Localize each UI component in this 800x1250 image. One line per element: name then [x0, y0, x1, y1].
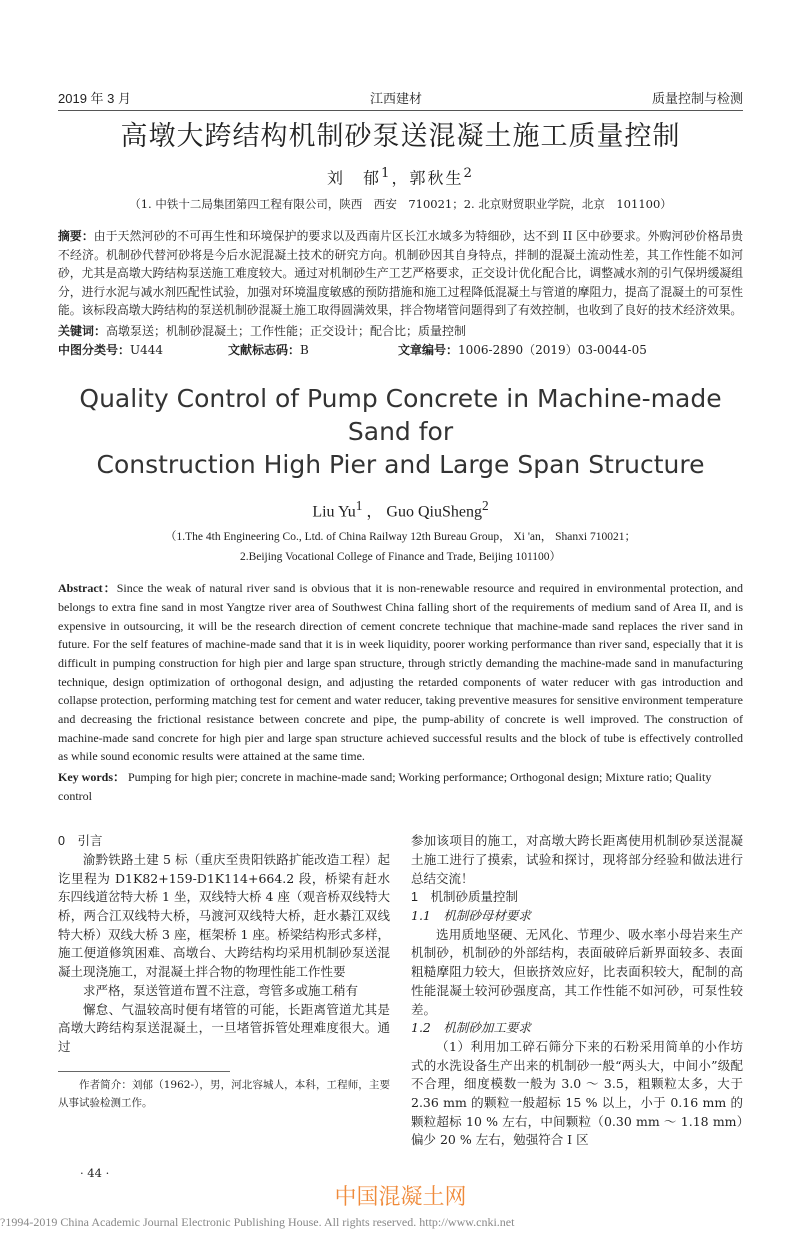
- watermark-logo: 中国混凝土网: [334, 1184, 467, 1210]
- paragraph: 渝黔铁路土建 5 标（重庆至贵阳铁路扩能改造工程）起讫里程为 D1K82+159-D1K114+664.2 段，桥梁有赶水东四线道岔特大桥 1 坐，双线特大桥 4 座（观音桥双线特大桥，两合江双线特大桥，马渡河双线特大桥，赶水綦江双线特大桥）双线大桥 3 座，框架桥 1 座。桥梁结构形式多样，施工便道修筑困难、高墩台、大跨结构均采用机制砂泵送混凝土现浇施工，对混凝土拌合物的物理性能工作性要: [58, 851, 390, 980]
- paragraph: 求严格，泵送管道布置不注意，弯管多或施工稍有: [83, 982, 359, 998]
- header-journal: 江西建材: [370, 91, 423, 106]
- abstract-label: 摘要：: [58, 229, 94, 244]
- author-1: 刘 郁: [326, 168, 381, 188]
- affiliation-english: [58, 527, 743, 567]
- clc-label: 中图分类号：: [58, 342, 131, 357]
- author-sep: ，: [391, 168, 410, 188]
- author-2: 郭秋生: [409, 168, 464, 188]
- author-en-2: Guo QiuSheng: [386, 503, 482, 521]
- affil-en-line2: 2.Beijing Vocational College of Finance and Trade, Beijing 101100）: [239, 551, 562, 564]
- article-body: [58, 832, 743, 1150]
- page-number: · 44 ·: [80, 1166, 110, 1181]
- author-footnote: 作者简介：刘郁（1962-），男，河北容城人，本科，工程师，主要从事试验检测工作。: [58, 1078, 390, 1109]
- copyright-line: ?1994-2019 China Academic Journal Electronic Publishing House. All rights reserved. http://www.cnki.net: [0, 1215, 515, 1230]
- body-right-column: [411, 832, 743, 1150]
- author-2-sup: 2: [463, 166, 474, 181]
- abstract-en-label: Abstract：: [58, 581, 117, 596]
- author-en-1-sup: 1: [355, 497, 363, 513]
- abstract-english: [58, 579, 743, 766]
- paragraph: 懈怠、气温较高时便有堵管的可能，长距离管道尤其是高墩大跨结构泵送混凝土，一旦堵管拆管处理难度很大。通过: [58, 1001, 390, 1054]
- clc-value: U444: [130, 342, 164, 357]
- author-en-sep: ，: [362, 503, 383, 521]
- title-chinese: 高墩大跨结构机制砂泵送混凝土施工质量控制: [120, 121, 681, 151]
- article-no-value: 1006-2890（2019）03-0044-05: [458, 342, 647, 357]
- abstract-en-text: Since the weak of natural river sand is obvious that it is non-renewable resource and required in environmental protection, and belongs to extra fine sand in most Yangtze river area of Southwest China falling short of the requirements of medium sand of Area II, and is expensive in outsourcing, it will be the research direction of cement concrete technique that machine-made sand replaces the river sand in future. For the self features of machine-made sand that it is in week liquidity, poorer working performance than river sand, especially that it is difficult in pumping construction for high pier and large span structure, through strictly demanding the machine-made sand in manufacturing technique, design optimization of orthogonal design, and adjusting the retarded components of water reducer with gas introduction and collapse protection, performing matching test for cement and water reducer, taking preventive measures for sensitive environment temperature and decreasing the frictional resistance between concrete and pipe, the pump-ability of concrete is well improved. The construction of machine-made sand concrete for high pier and large span structure achieved successful results and the block of tube is effectively controlled as while sound economic results were attained at the same time.: [58, 581, 744, 764]
- doc-code-value: B: [300, 342, 309, 357]
- section-heading-0: 0 引言: [58, 834, 103, 849]
- affiliation-chinese: （1. 中铁十二局集团第四工程有限公司，陕西 西安 710021；2. 北京财贸职业学院，北京 101100）: [129, 197, 672, 212]
- author-en-2-sup: 2: [481, 497, 489, 513]
- body-left-column: [58, 832, 390, 1150]
- author-en-1: Liu Yu: [312, 503, 356, 521]
- article-no-label: 文章编号：: [398, 342, 459, 357]
- doc-code-label: 文献标志码：: [228, 342, 301, 357]
- running-header: [58, 90, 743, 111]
- paragraph: 选用质地坚硬、无风化、节理少、吸水率小母岩来生产机制砂，机制砂的外部结构，表面破碎后新界面较多、表面粗糙摩阻力较大，但嵌挤效应好，比表面积较大，配制的高性能混凝土较河砂强度高，其工作性能不如河砂，可泵性较差。: [411, 926, 743, 1017]
- authors-english: [58, 495, 743, 523]
- footnote-divider: [58, 1071, 230, 1072]
- author-1-sup: 1: [381, 166, 392, 181]
- paragraph: （1）利用加工碎石筛分下来的石粉采用简单的小作坊式的水洗设备生产出来的机制砂一般“两头大，中间小”级配不合理，细度模数一般为 3.0 ～ 3.5，粗颗粒太多，大于 2.36 mm 的颗粒一般超标 15 % 以上，小于 0.16 mm 的颗粒超标 10 % 左右，中间颗粒（0.30 mm ～ 1.18 mm）偏少 20 % 左右，勉强符合 I 区: [411, 1038, 743, 1148]
- title-en-line1: Quality Control of Pump Concrete in Machine-made Sand for: [79, 383, 722, 446]
- keywords-english: [58, 768, 743, 806]
- section-heading-1: 1 机制砂质量控制: [411, 890, 518, 905]
- keywords-en-text: Pumping for high pier; concrete in machine-made sand; Working performance; Orthogonal design; Mixture ratio; Quality control: [58, 770, 712, 804]
- keywords-en-label: Key words：: [58, 770, 125, 785]
- authors-chinese: [58, 163, 743, 189]
- subsection-heading-1-2: 1.2 机制砂加工要求: [411, 1020, 531, 1036]
- header-section: 质量控制与检测: [651, 91, 743, 106]
- keywords-label: 关键词：: [58, 323, 107, 338]
- abstract-text: 由于天然河砂的不可再生性和环境保护的要求以及西南片区长江水域多为特细砂，达不到 II 区中砂要求。外购河砂价格昂贵不经济。机制砂代替河砂将是今后水泥混凝土技术的研究方向。机制砂因其自身特点，拌制的混凝土流动性差，其工作性能不如河砂，尤其是高墩大跨结构泵送施工难度较大。通过对机制砂生产工艺严格要求，正交设计优化配合比，调整减水剂的引气保坍缓凝组分，进行水泥与减水剂匹配性试验，加强对环境温度敏感的预防措施和施工过程降低混凝土与管道的摩阻力，提高了混凝土的可泵性能。该标段高墩大跨结构的泵送机制砂混凝土施工取得圆满效果，拌合物堵管问题得到了有效控制，也收到了良好的技术经济效果。: [58, 229, 743, 318]
- header-date: 2019 年 3 月: [58, 91, 131, 106]
- affil-en-line1: （1.The 4th Engineering Co., Ltd. of China Railway 12th Bureau Group， Xi 'an， Shanxi 710021；: [165, 531, 636, 544]
- keywords-text: 高墩泵送；机制砂混凝土；工作性能；正交设计；配合比；质量控制: [106, 323, 467, 338]
- abstract-chinese: [58, 227, 743, 320]
- subsection-heading-1-1: 1.1 机制砂母材要求: [411, 908, 531, 923]
- title-en-line2: Construction High Pier and Large Span Structure: [96, 449, 705, 479]
- paragraph: 参加该项目的施工，对高墩大跨长距离使用机制砂泵送混凝土施工进行了摸索，试验和探讨，现将部分经验和做法进行总结交流！: [411, 833, 743, 886]
- title-english: [58, 382, 743, 481]
- classification-line: [58, 341, 743, 360]
- keywords-chinese: [58, 322, 743, 341]
